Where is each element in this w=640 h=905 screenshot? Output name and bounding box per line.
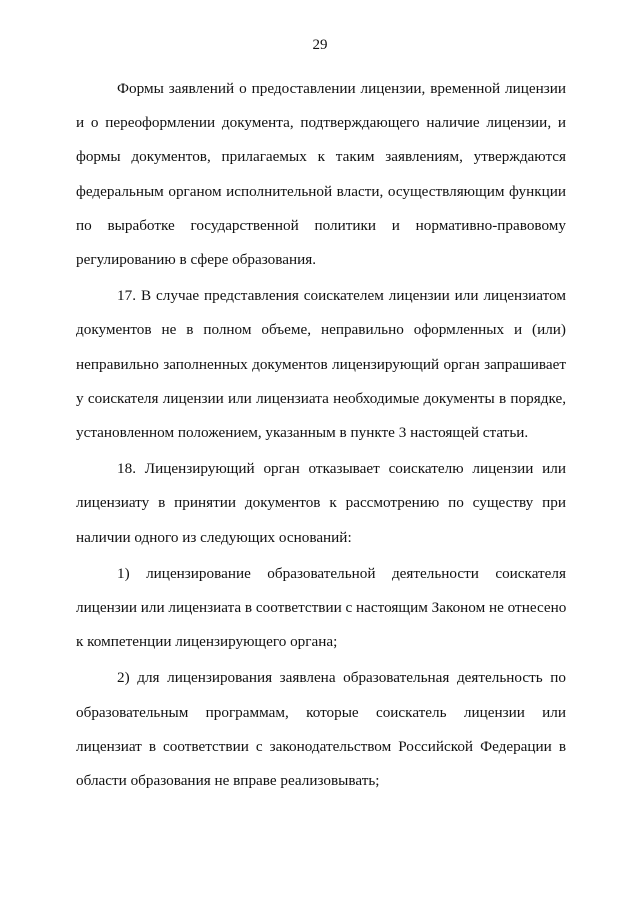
paragraph-license-forms [76,72,566,277]
paragraph-item-17 [76,279,566,450]
text-line: образовательным программам, которые соискатель лицензии или [76,703,566,721]
text-line: 1) лицензирование образовательной деятельности соискателя [117,564,566,582]
text-line: 2) для лицензирования заявлена образовательная деятельность по [117,669,566,687]
text-line: наличии одного из следующих оснований: [76,528,352,546]
paragraph-subitem-1 [76,557,566,660]
text-line: Формы заявлений о предоставлении лицензии, временной лицензии [117,80,566,97]
paragraph-subitem-2 [76,661,566,798]
text-line: у соискателя лицензии или лицензиата необходимые документы в порядке, [76,389,566,407]
text-line: и о переоформлении документа, подтверждающего наличие лицензии, и [76,114,566,132]
text-line: 18. Лицензирующий орган отказывает соискателю лицензии или [117,460,566,478]
text-line: области образования не вправе реализовывать; [76,772,380,790]
text-line: к компетенции лицензирующего органа; [76,633,338,651]
text-line: неправильно заполненных документов лицензирующий орган запрашивает [76,355,566,373]
document-body [76,72,566,798]
text-line: федеральным органом исполнительной власти, осуществляющим функции [76,182,566,200]
page-number: 29 [312,37,328,53]
text-line: лицензиату в принятии документов к рассмотрению по существу при [76,494,566,512]
text-line: 17. В случае представления соискателем лицензии или лицензиатом [117,287,566,305]
text-line: лицензии или лицензиата в соответствии с настоящим Законом не отнесено [76,599,567,617]
text-line: формы документов, прилагаемых к таким заявлениям, утверждаются [76,148,566,166]
text-line: установленном положением, указанным в пункте 3 настоящей статьи. [76,424,529,442]
text-line: лицензиат в соответствии с законодательством Российской Федерации в [76,737,566,755]
text-line: по выработке государственной политики и нормативно-правовому [76,216,566,234]
paragraph-item-18 [76,452,566,555]
text-line: регулированию в сфере образования. [76,251,317,269]
text-line: документов не в полном объеме, неправильно оформленных и (или) [76,321,566,339]
